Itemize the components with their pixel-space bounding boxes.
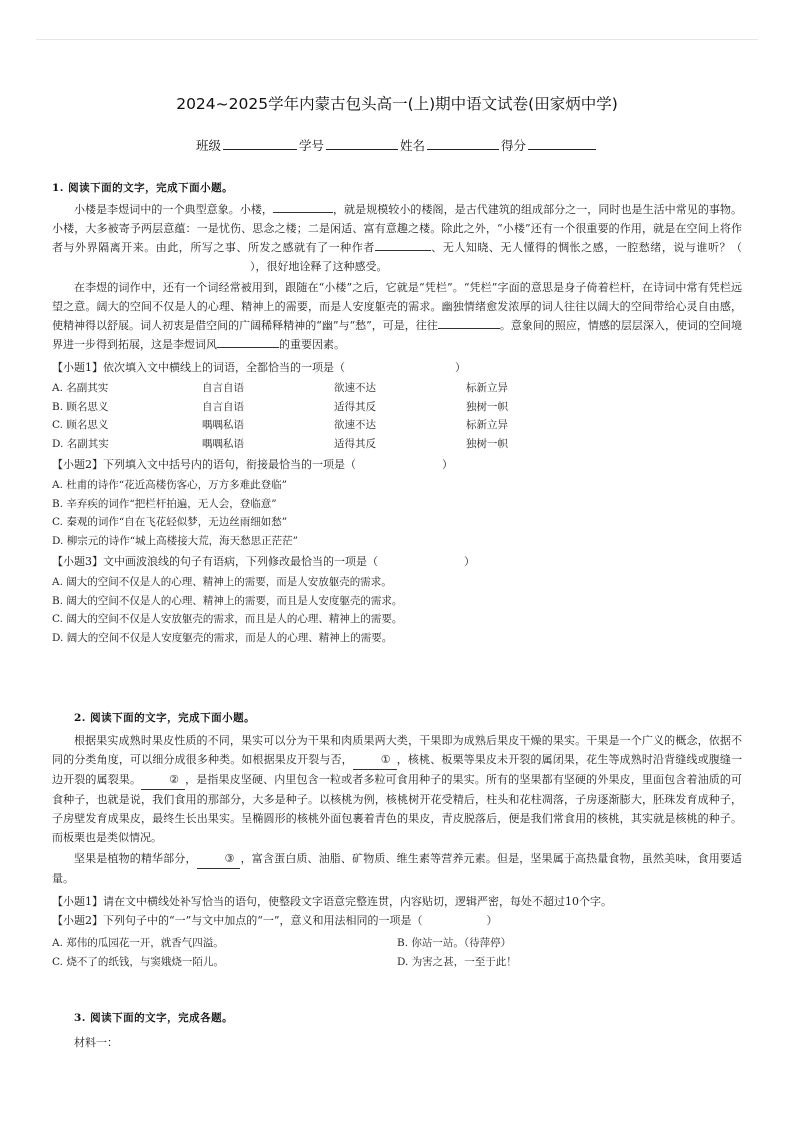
blank-marker-2: ② (141, 770, 185, 790)
option-b[interactable]: B. 阔大的空间不仅是人的心理、精神上的需要，而且是人安度躯壳的需求。 (52, 594, 403, 607)
option-cell: B. 顾名思义 (52, 400, 109, 413)
option-c[interactable]: C. 秦观的词作“自在飞花轻似梦，无边丝雨细如愁” (52, 516, 288, 528)
passage-text: ，是指果皮坚硬、内里包含一粒或者多粒可食用种子的果实。所有的坚果都有坚硬的外果皮，里面包含着油质的可食种子，也就是说，我们食用的那部分，大多是种子。以核桃为例，核桃树开花受精后，柱头和花柱凋落，子房逐渐膨大，胚珠发育成种子，子房壁发育成果皮，最终生长出果实。呈椭圆形的核桃外面包裹着青色的果皮，青皮脱落后，便是我们常食用的核桃，其实就是核桃的种子。而板栗也是类似情况。 (52, 773, 743, 844)
option-cell: 自言自语 (202, 400, 244, 413)
option-d[interactable]: D. 柳宗元的诗作“城上高楼接大荒，海天愁思正茫茫” (52, 534, 298, 547)
passage-text: 、无人知晓、无人懂得的惆怅之感，一腔愁绪，说与谁听？（ (430, 241, 743, 254)
id-label: 学号 (298, 138, 324, 153)
passage-text: 小楼是李煜词中的一个典型意象。小楼， (74, 203, 273, 216)
question-2-passage-1 (52, 731, 742, 847)
option-row[interactable] (52, 398, 742, 417)
sub-question-paren: ） (464, 555, 475, 568)
option-row[interactable] (52, 435, 742, 454)
sub-question-1-1 (52, 358, 742, 377)
name-label: 姓名 (400, 138, 426, 153)
question-1-passage-1 (52, 200, 742, 276)
option-cell: 自言自语 (202, 382, 244, 394)
question-2 (52, 710, 742, 972)
class-label: 班级 (195, 138, 221, 153)
score-blank[interactable] (528, 137, 596, 150)
passage-text: 在李煜的词作中，还有一个词经常被用到，跟随在“小楼”之后，它就是“凭栏”。“凭栏”字面的意思是身子倚着栏杆，在诗词中常有凭栏远望之意。阔大的空间不仅是人的心理、精神上的需要，而是人安度躯壳的需求。幽独情绪愈发浓厚的词人往往以阔大的空间带给心灵自由感，使精神得以舒展。词人初衷是借空间的广阔稀释精神的“幽”与“愁”，可是，往往 (52, 281, 742, 332)
sub-question-paren: ） (455, 361, 466, 374)
option-cell: D. 名副其实 (52, 437, 109, 450)
question-3 (52, 1010, 742, 1052)
sub-question-text: 【小题2】下列句子中的“一”与文中加点的“一”，意义和用法相同的一项是（ (52, 914, 423, 927)
class-blank[interactable] (223, 137, 297, 150)
score-label: 得分 (501, 138, 527, 153)
option-b[interactable]: B. 你站一站。（待萍停） (397, 937, 512, 949)
sub-question-paren: ） (486, 914, 498, 927)
question-1-heading: 1. 阅读下面的文字，完成下面小题。 (52, 182, 234, 194)
option-cell: 欲速不达 (334, 382, 376, 394)
option-cell: 独树一帜 (466, 400, 508, 413)
option-cell: 适得其反 (334, 400, 376, 413)
sub-question-2-1: 【小题1】请在文中横线处补写恰当的语句，使整段文字语意完整连贯，内容贴切，逻辑严密，每处不超过10个字。 (52, 895, 612, 908)
sub-question-1-3 (52, 552, 742, 571)
passage-text: ），很好地诠释了这种感受。 (250, 260, 388, 273)
passage-text: 坚果是植物的精华部分， (74, 852, 197, 865)
option-row[interactable] (52, 416, 742, 435)
option-b[interactable]: B. 辛弃疾的词作“把栏杆拍遍，无人会，登临意” (52, 497, 277, 510)
option-cell: 喁喁私语 (202, 419, 244, 431)
option-c[interactable]: C. 烧不了的纸钱，与窦娥烧一陌儿。 (52, 956, 224, 968)
option-row (52, 953, 742, 972)
passage-text: ，就是规模较小的楼阁，是古代建筑的组成部分之一，同时也是生活中常见的事物。小楼，大多被寄予两层意蕴：一是忧伤、思念之楼；二是闲适、富有意趣之楼。除此之外，“小楼”还有一个很重要的作用，就是在空间上将作者与外界隔离开来。由此，所写之事、所发之感就有了一种作者 (52, 203, 742, 254)
question-1 (52, 180, 742, 647)
material-1-label: 材料一： (74, 1036, 118, 1049)
passage-text: 。意象间的照应，情感的层层深入，使词的空间境界进一步得到拓展，这是李煜词风 (52, 319, 742, 351)
option-a[interactable]: A. 杜甫的诗作“花近高楼伤客心，万方多难此登临” (52, 479, 287, 491)
fill-blank (217, 336, 279, 348)
sub-question-1-3-options (52, 573, 742, 647)
sub-question-1-2 (52, 455, 742, 474)
sub-question-2-2-options (52, 934, 742, 972)
blank-marker-1: ① (353, 750, 397, 770)
option-cell: 标新立异 (466, 419, 508, 431)
question-2-heading: 2. 阅读下面的文字，完成下面小题。 (74, 712, 256, 724)
passage-text: ，富含蛋白质、油脂、矿物质、维生素等营养元素。但是，坚果属于高热量食物，虽然美味，食用要适量。 (52, 852, 743, 885)
option-a[interactable]: A. 郑伟的瓜园花一开，就香气四溢。 (52, 937, 224, 949)
fill-blank (273, 201, 333, 213)
passage-text: 的重要因素。 (279, 338, 345, 351)
sub-question-1-1-options (52, 379, 742, 453)
option-a[interactable]: A. 阔大的空间不仅是人的心理、精神上的需要，而是人安放躯壳的需求。 (52, 576, 392, 588)
sub-question-1-2-options (52, 476, 742, 550)
sub-question-text: 【小题1】依次填入文中横线上的词语，全都恰当的一项是（ (52, 361, 345, 374)
option-cell: 独树一帜 (466, 437, 508, 450)
passage-text: 根据果实成熟时果皮性质的不同，果实可以分为干果和肉质果两大类，干果即为成熟后果皮干燥的果实。干果是一个广义的概念，依据不同的分类角度，可以细分成很多种类。如根据果皮开裂与否， (52, 734, 742, 766)
option-cell: 喁喁私语 (202, 437, 244, 450)
sub-question-text: 【小题2】下列填入文中括号内的语句，衔接最恰当的一项是（ (52, 458, 356, 471)
id-blank[interactable] (326, 137, 398, 150)
page-title: 2024~2025学年内蒙古包头高一(上)期中语文试卷(田家炳中学) (176, 95, 618, 113)
name-blank[interactable] (427, 137, 499, 150)
fill-blank (375, 239, 431, 251)
page-top-rule (36, 39, 758, 40)
student-info-line (0, 136, 794, 154)
option-cell: A. 名副其实 (52, 382, 109, 394)
option-d[interactable]: D. 阔大的空间不仅是人安度躯壳的需求，而是人的心理、精神上的需要。 (52, 631, 393, 644)
question-3-heading: 3. 阅读下面的文字，完成各题。 (74, 1012, 234, 1024)
fill-blank (438, 317, 500, 329)
option-row[interactable] (52, 379, 742, 398)
blank-marker-3: ③ (197, 849, 241, 869)
question-2-passage-2 (52, 849, 742, 888)
option-cell: C. 顾名思义 (52, 419, 109, 431)
option-cell: 欲速不达 (334, 419, 376, 431)
option-cell: 适得其反 (334, 437, 376, 450)
sub-question-paren: ） (442, 458, 453, 471)
sub-question-2-2 (52, 911, 742, 930)
option-c[interactable]: C. 阔大的空间不仅是人安放躯壳的需求，而且是人的心理、精神上的需要。 (52, 613, 403, 625)
option-cell: 标新立异 (466, 382, 508, 394)
option-d[interactable]: D. 为害之甚，一至于此！ (397, 956, 517, 968)
question-1-passage-2 (52, 278, 742, 354)
sub-question-text: 【小题3】文中画波浪线的句子有语病，下列修改最恰当的一项是（ (52, 555, 378, 568)
passage-text: ，核桃、板栗等果皮未开裂的属闭果，花生等成熟时沿背缝线或腹缝一边开裂的属裂果。 (52, 753, 742, 786)
option-row (52, 934, 742, 953)
